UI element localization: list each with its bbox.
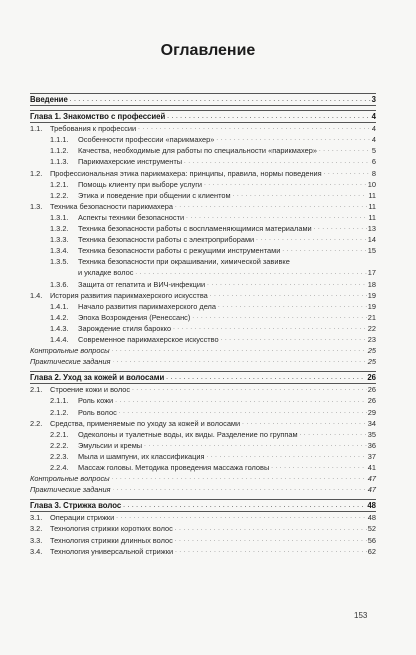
toc-title: История развития парикмахерского искусства bbox=[50, 290, 208, 300]
dot-leader bbox=[173, 325, 367, 332]
dot-leader bbox=[123, 503, 366, 510]
dot-leader bbox=[113, 358, 367, 365]
toc-subsection[interactable] bbox=[30, 190, 376, 201]
dot-leader bbox=[192, 314, 366, 321]
toc-subsection[interactable] bbox=[30, 323, 376, 334]
toc-page: 29 bbox=[367, 407, 376, 417]
toc-page: 48 bbox=[367, 501, 376, 511]
toc-title: Аспекты техники безопасности bbox=[78, 212, 185, 222]
toc-title: Одеколоны и туалетные воды, их виды. Разделение по группам bbox=[78, 429, 298, 439]
toc-title: Операции стрижки bbox=[50, 513, 115, 523]
toc-title: Глава 2. Уход за кожей и волосами bbox=[30, 373, 165, 383]
toc-page: 35 bbox=[367, 429, 376, 439]
toc-extra[interactable] bbox=[30, 473, 376, 484]
toc-number: 1.3.1. bbox=[50, 212, 69, 222]
dot-leader bbox=[221, 336, 367, 343]
toc-title: Технология стрижки коротких волос bbox=[50, 524, 173, 534]
dot-leader bbox=[184, 159, 371, 166]
toc-subsection[interactable] bbox=[30, 145, 376, 156]
toc-title: Начало развития парикмахерского дела bbox=[78, 301, 216, 311]
toc-title: Средства, применяемые по уходу за кожей и волосами bbox=[50, 418, 241, 428]
toc-subsection[interactable] bbox=[30, 279, 376, 290]
toc-number: 2.2.4. bbox=[50, 463, 69, 472]
toc-page: 11 bbox=[368, 201, 376, 211]
toc-page: 4 bbox=[371, 112, 376, 122]
page-title: Оглавление bbox=[160, 42, 256, 59]
toc-subsection[interactable] bbox=[30, 256, 376, 267]
dot-leader bbox=[144, 442, 367, 449]
toc-title: Введение bbox=[30, 95, 68, 104]
toc-title: Техника безопасности при окрашивании, химической завивке bbox=[78, 257, 290, 267]
toc-title: Массаж головы. Методика проведения массажа головы bbox=[78, 463, 270, 472]
dot-leader bbox=[206, 453, 366, 460]
table-of-contents bbox=[30, 93, 376, 557]
toc-subsection[interactable] bbox=[30, 395, 376, 406]
toc-page: 6 bbox=[371, 157, 376, 167]
toc-number: 3.1. bbox=[30, 513, 43, 523]
toc-number: 1.3.3. bbox=[50, 235, 69, 245]
toc-section[interactable] bbox=[30, 123, 376, 134]
dot-leader bbox=[175, 526, 367, 533]
toc-number: 3.3. bbox=[30, 535, 43, 545]
dot-leader bbox=[186, 214, 367, 221]
toc-number: 1.1. bbox=[30, 124, 43, 134]
toc-title: Техника безопасности парикмахера bbox=[50, 201, 174, 211]
toc-page: 26 bbox=[367, 385, 376, 395]
toc-page: 5 bbox=[371, 146, 376, 156]
toc-title: Практические задания bbox=[30, 485, 111, 495]
toc-section[interactable] bbox=[30, 512, 376, 523]
toc-number: 1.2.2. bbox=[50, 190, 69, 200]
toc-title: Роль волос bbox=[78, 407, 117, 417]
toc-number: 2.1.1. bbox=[50, 396, 69, 406]
dot-leader bbox=[216, 136, 370, 143]
toc-page: 23 bbox=[367, 334, 376, 344]
toc-title: Контрольные вопросы bbox=[30, 474, 110, 484]
toc-title: и укладке волос bbox=[78, 268, 134, 278]
toc-page: 48 bbox=[367, 513, 376, 523]
toc-chapter[interactable] bbox=[30, 372, 376, 383]
toc-page: 47 bbox=[367, 485, 376, 495]
toc-title: Контрольные вопросы bbox=[30, 346, 110, 356]
toc-subsection[interactable] bbox=[30, 451, 376, 462]
toc-extra[interactable] bbox=[30, 345, 376, 356]
toc-page: 17 bbox=[367, 268, 376, 278]
dot-leader bbox=[324, 170, 371, 177]
toc-chapter[interactable] bbox=[30, 500, 376, 511]
toc-chapter[interactable] bbox=[30, 94, 376, 105]
toc-page: 19 bbox=[367, 301, 376, 311]
toc-title: Технология универсальной стрижки bbox=[50, 546, 174, 556]
toc-title: Профессиональная этика парикмахера: принципы, правила, нормы поведения bbox=[50, 168, 322, 178]
dot-leader bbox=[210, 292, 367, 299]
dot-leader bbox=[233, 192, 368, 199]
toc-subsection[interactable] bbox=[30, 234, 376, 245]
dot-leader bbox=[113, 486, 367, 493]
dot-leader bbox=[132, 386, 367, 393]
toc-number: 2.2.1. bbox=[50, 429, 69, 439]
toc-page: 22 bbox=[367, 323, 376, 333]
toc-page: 18 bbox=[367, 279, 376, 289]
toc-number: 3.4. bbox=[30, 546, 43, 556]
dot-leader bbox=[207, 281, 367, 288]
dot-leader bbox=[119, 409, 367, 416]
toc-page: 34 bbox=[367, 418, 376, 428]
toc-number: 1.4.3. bbox=[50, 323, 69, 333]
toc-page: 26 bbox=[367, 373, 376, 383]
toc-section[interactable] bbox=[30, 384, 376, 395]
toc-section[interactable] bbox=[30, 168, 376, 179]
dot-leader bbox=[112, 475, 367, 482]
toc-subsection[interactable] bbox=[30, 407, 376, 418]
dot-leader bbox=[242, 420, 367, 427]
toc-title: Зарождение стиля барокко bbox=[78, 323, 172, 333]
dot-leader bbox=[112, 347, 367, 354]
dot-leader bbox=[166, 375, 366, 382]
dot-leader bbox=[115, 398, 367, 405]
toc-title: Эмульсии и кремы bbox=[78, 440, 143, 450]
toc-title: Техника безопасности работы с электроприборами bbox=[78, 235, 255, 245]
toc-page: 15 bbox=[367, 246, 376, 256]
toc-subsection[interactable] bbox=[30, 462, 376, 473]
toc-page: 47 bbox=[367, 474, 376, 484]
dot-leader bbox=[70, 97, 371, 104]
toc-number: 2.2. bbox=[30, 418, 43, 428]
toc-subsection[interactable] bbox=[30, 245, 376, 256]
toc-page: 3 bbox=[371, 95, 376, 104]
toc-page: 26 bbox=[367, 396, 376, 406]
toc-number: 1.3.4. bbox=[50, 246, 69, 256]
toc-section[interactable] bbox=[30, 523, 376, 534]
toc-title: Помощь клиенту при выборе услуги bbox=[78, 179, 203, 189]
toc-title: Эпоха Возрождения (Ренессанс) bbox=[78, 312, 191, 322]
toc-number: 1.3.5. bbox=[50, 257, 69, 267]
toc-subsection[interactable] bbox=[30, 334, 376, 345]
dot-leader bbox=[319, 147, 371, 154]
toc-title: Качества, необходимые для работы по специальности «парикмахер» bbox=[78, 146, 317, 156]
toc-extra[interactable] bbox=[30, 484, 376, 495]
toc-page: 14 bbox=[367, 235, 376, 245]
toc-number: 1.1.2. bbox=[50, 146, 69, 156]
toc-extra[interactable] bbox=[30, 356, 376, 367]
toc-subsection[interactable] bbox=[30, 440, 376, 451]
toc-page: 25 bbox=[367, 357, 376, 367]
toc-subsection[interactable] bbox=[30, 312, 376, 323]
toc-page: 19 bbox=[367, 290, 376, 300]
toc-number: 2.2.3. bbox=[50, 451, 69, 461]
toc-title: Особенности профессии «парикмахер» bbox=[78, 135, 215, 145]
toc-number: 3.2. bbox=[30, 524, 43, 534]
toc-title: Этика и поведение при общении с клиентом bbox=[78, 190, 231, 200]
toc-title: Техника безопасности работы с режущими инструментами bbox=[78, 246, 281, 256]
toc-title: Практические задания bbox=[30, 357, 111, 367]
toc-title: Техника безопасности работы с воспламеняющимися материалами bbox=[78, 224, 312, 234]
toc-chapter[interactable] bbox=[30, 111, 376, 122]
toc-subsection[interactable] bbox=[30, 429, 376, 440]
toc-subsection[interactable] bbox=[30, 134, 376, 145]
dot-leader bbox=[256, 236, 367, 243]
toc-subsection[interactable] bbox=[30, 179, 376, 190]
toc-subsection[interactable] bbox=[30, 156, 376, 167]
toc-section[interactable] bbox=[30, 290, 376, 301]
toc-title: Глава 1. Знакомство с профессией bbox=[30, 112, 166, 122]
toc-number: 1.1.1. bbox=[50, 135, 69, 145]
toc-page: 11 bbox=[368, 212, 376, 222]
toc-number: 2.2.2. bbox=[50, 440, 69, 450]
toc-number: 1.3.2. bbox=[50, 224, 69, 234]
toc-page: 10 bbox=[367, 179, 376, 189]
toc-page: 52 bbox=[367, 524, 376, 534]
toc-page: 62 bbox=[367, 546, 376, 556]
dot-leader bbox=[282, 247, 366, 254]
dot-leader bbox=[116, 514, 367, 521]
toc-section[interactable] bbox=[30, 546, 376, 557]
toc-title: Парикмахерские инструменты bbox=[78, 157, 183, 167]
toc-title: Мыла и шампуни, их классификация bbox=[78, 451, 205, 461]
dot-leader bbox=[167, 114, 370, 121]
toc-number: 1.4. bbox=[30, 290, 43, 300]
toc-section[interactable] bbox=[30, 418, 376, 429]
toc-page: 37 bbox=[367, 451, 376, 461]
toc-title: Современное парикмахерское искусство bbox=[78, 334, 219, 344]
toc-section[interactable] bbox=[30, 535, 376, 546]
toc-number: 1.4.4. bbox=[50, 334, 69, 344]
toc-title: Технология стрижки длинных волос bbox=[50, 535, 173, 545]
toc-number: 1.4.1. bbox=[50, 301, 69, 311]
dot-leader bbox=[175, 203, 367, 210]
dot-leader bbox=[218, 303, 367, 310]
toc-title: Требования к профессии bbox=[50, 124, 137, 134]
dot-leader bbox=[300, 431, 367, 438]
toc-page: 36 bbox=[367, 440, 376, 450]
toc-page: 11 bbox=[368, 190, 376, 200]
toc-number: 2.1. bbox=[30, 385, 43, 395]
toc-subsection[interactable] bbox=[30, 301, 376, 312]
toc-page: 4 bbox=[371, 124, 376, 134]
dot-leader bbox=[138, 125, 371, 132]
toc-page: 21 bbox=[367, 312, 376, 322]
toc-subsection[interactable] bbox=[30, 212, 376, 223]
toc-page: 13 bbox=[367, 224, 376, 234]
dot-leader bbox=[271, 464, 367, 471]
dot-leader bbox=[314, 225, 367, 232]
toc-page: 25 bbox=[367, 346, 376, 356]
toc-number: 1.3. bbox=[30, 201, 43, 211]
toc-number: 1.3.6. bbox=[50, 279, 69, 289]
toc-section[interactable] bbox=[30, 201, 376, 212]
toc-number: 1.1.3. bbox=[50, 157, 69, 167]
toc-page: 56 bbox=[367, 535, 376, 545]
toc-page: 8 bbox=[371, 168, 376, 178]
dot-leader bbox=[204, 181, 367, 188]
toc-number: 1.2.1. bbox=[50, 179, 69, 189]
toc-subsection[interactable] bbox=[30, 223, 376, 234]
toc-page: 4 bbox=[371, 135, 376, 145]
toc-page: 41 bbox=[367, 463, 376, 472]
toc-title: Строение кожи и волос bbox=[50, 385, 131, 395]
toc-continuation[interactable] bbox=[30, 267, 376, 278]
toc-number: 2.1.2. bbox=[50, 407, 69, 417]
dot-leader bbox=[135, 270, 366, 277]
toc-title: Защита от гепатита и ВИЧ-инфекции bbox=[78, 279, 206, 289]
toc-title: Роль кожи bbox=[78, 396, 114, 406]
page-number: 153 bbox=[354, 611, 368, 620]
toc-number: 1.4.2. bbox=[50, 312, 69, 322]
toc-title: Глава 3. Стрижка волос bbox=[30, 501, 122, 511]
dot-leader bbox=[175, 548, 367, 555]
toc-number: 1.2. bbox=[30, 168, 43, 178]
dot-leader bbox=[175, 537, 367, 544]
